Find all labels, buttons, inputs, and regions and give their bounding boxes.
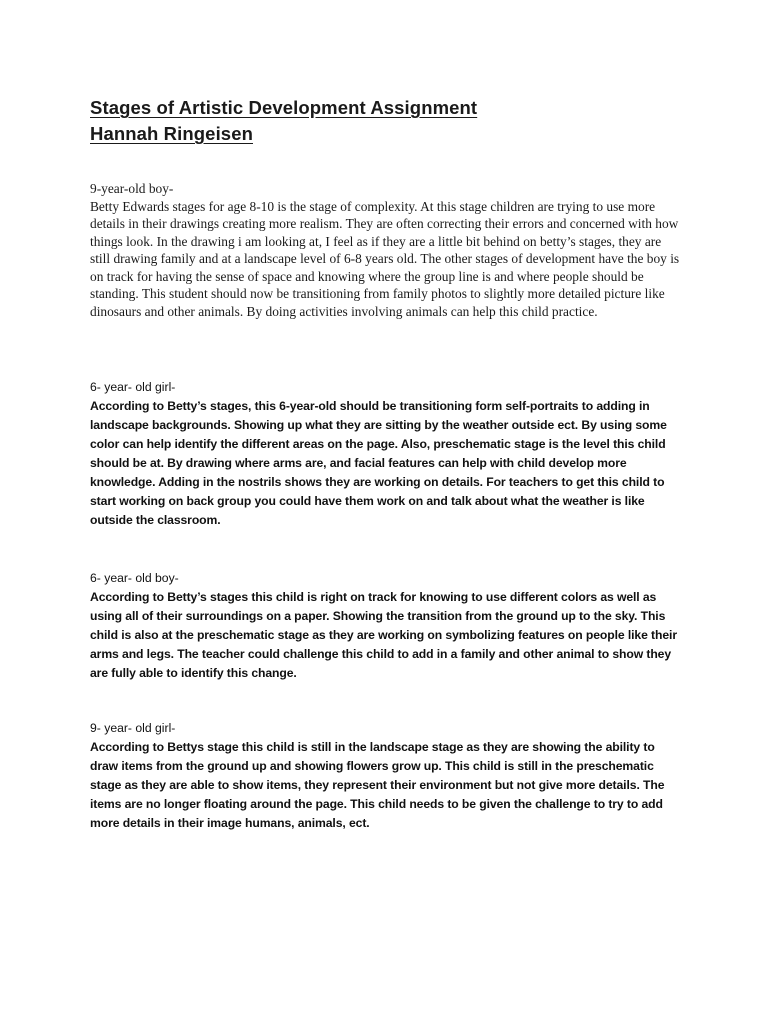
section-6-year-old-boy [90,569,680,683]
document-title: Stages of Artistic Development Assignment [90,97,478,118]
section-body: Betty Edwards stages for age 8-10 is the stage of complexity. At this stage children are trying to use more details in their drawings creating more realism. They are often correcting their errors and concerned with how things look. In the drawing i am looking at, I feel as if they are a little bit behind on betty’s stages, they are still drawing family and at a landscape level of 6-8 years old. The other stages of development have the boy is on track for having the sense of space and knowing where the group line is and where people should be standing. This student should now be transitioning from family photos to slightly more detailed picture like dinosaurs and other animals. By doing activities involving animals can help this child practice. [90,198,680,319]
document-page [90,95,680,830]
author-name: Hannah Ringeisen [90,123,253,144]
section-heading: 6- year- old girl- [90,380,176,394]
section-6-year-old-girl [90,378,680,530]
section-heading: 9- year- old girl- [90,721,176,735]
section-heading: 9-year-old boy- [90,181,174,196]
section-body: According to Betty’s stages, this 6-year-old should be transitioning form self-portraits to adding in landscape backgrounds. Showing up what they are sitting by the weather outside ect. By using some color can help identify the different areas on the page. Also, preschematic stage is the level this child should be at. By drawing where arms are, and facial features can help with child develop more knowledge. Adding in the nostrils shows they are working on details. For teachers to get this child to start working on back group you could have them work on and talk about what the weather is like outside the classroom. [90,399,667,527]
section-body: According to Bettys stage this child is still in the landscape stage as they are showing the ability to draw items from the ground up and showing flowers grow up. This child is still in the preschematic stage as they are able to show items, they represent their environment but not give more details. The items are no longer floating around the page. This child needs to be given the challenge to try to add more details in their image humans, animals, ect. [90,740,665,830]
section-heading: 6- year- old boy- [90,571,179,585]
section-9-year-old-boy [90,180,680,320]
section-9-year-old-girl [90,719,680,833]
section-body: According to Betty’s stages this child is right on track for knowing to use different colors as well as using all of their surroundings on a paper. Showing the transition from the ground up to the sky. This child is also at the preschematic stage as they are working on symbolizing features on people like their arms and legs. The teacher could challenge this child to add in a family and other animal to show they are fully able to identify this change. [90,590,677,680]
